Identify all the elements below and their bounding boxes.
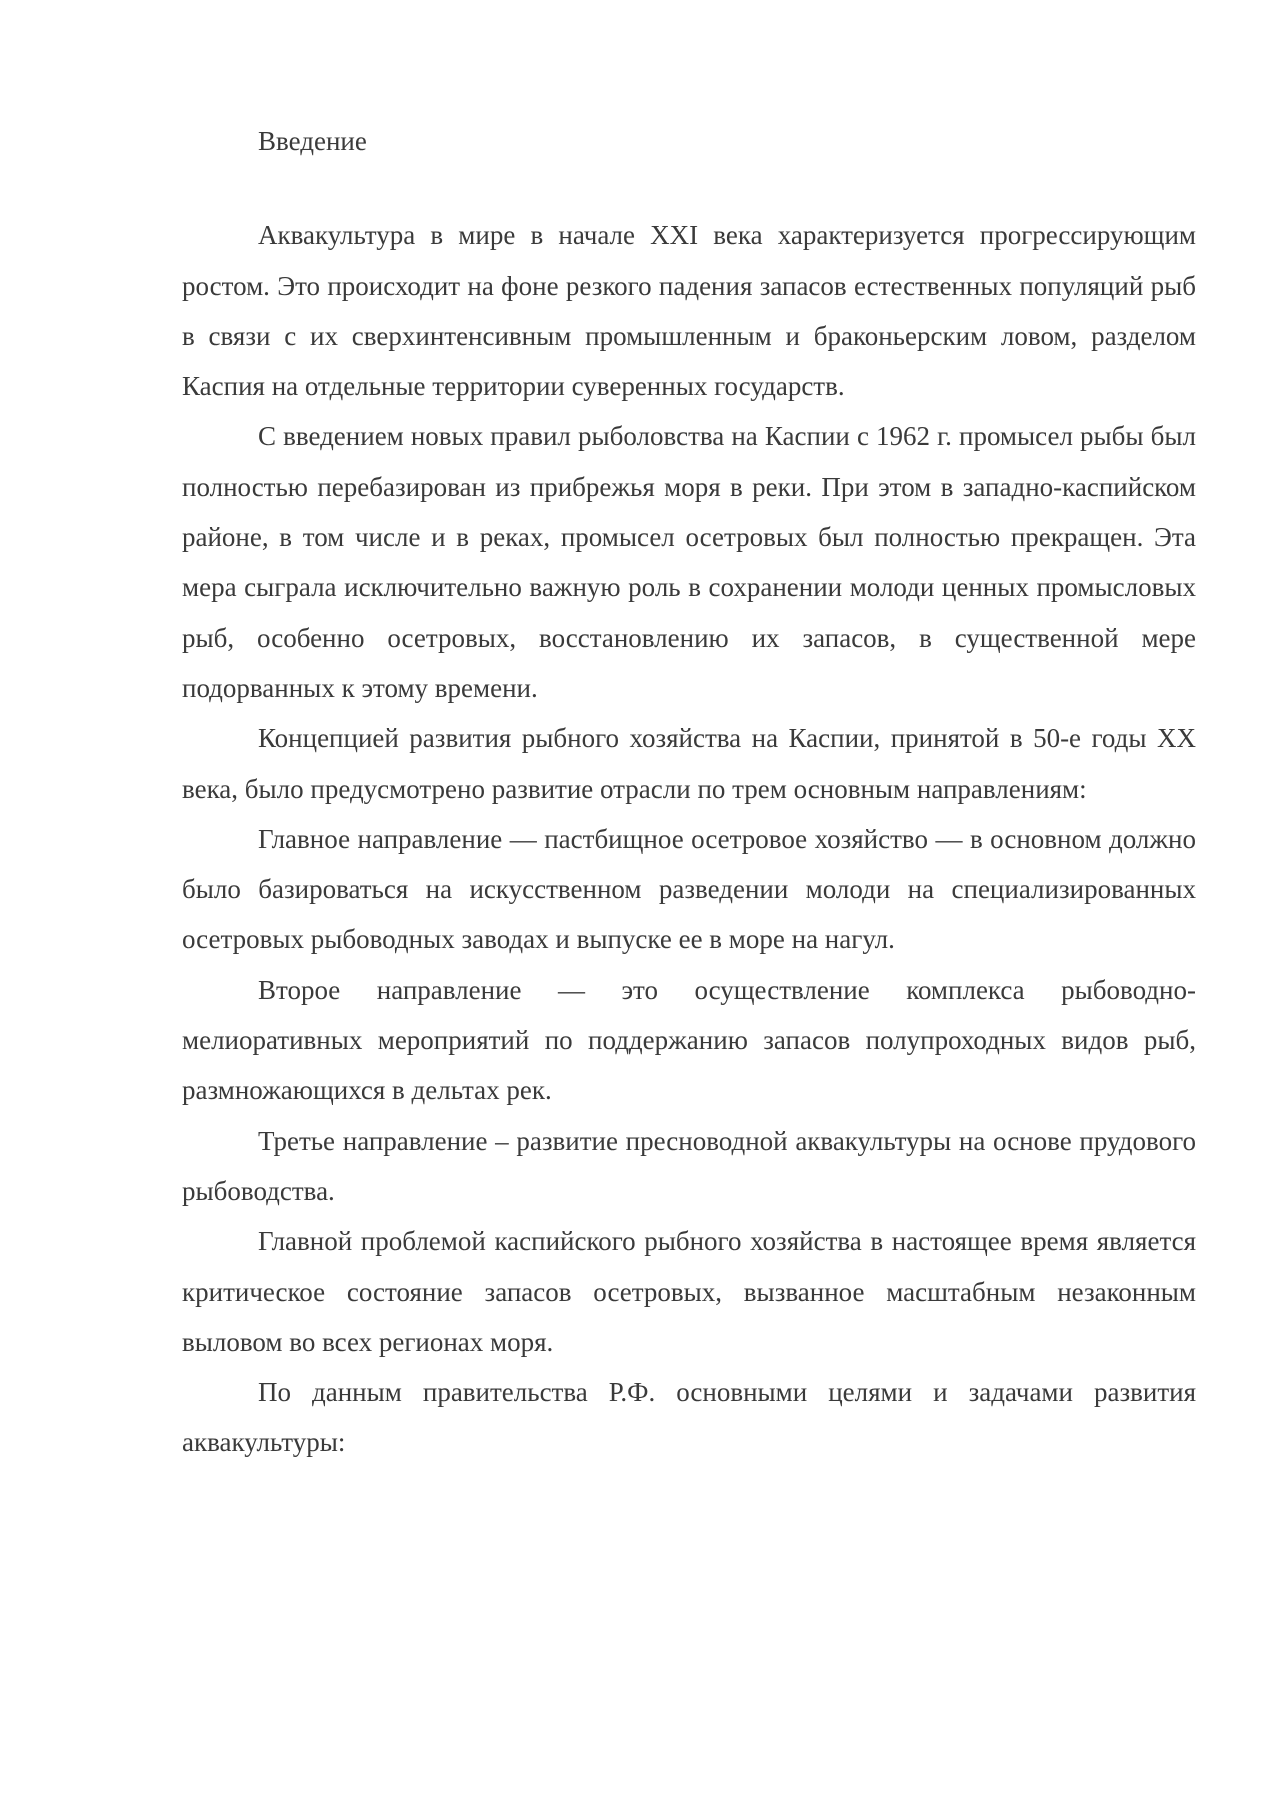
- document-body: [182, 116, 1196, 1468]
- paragraph-6: Третье направление – развитие пресноводной аквакультуры на основе прудового рыбоводства.: [182, 1125, 1196, 1206]
- paragraph-1: Аквакультура в мире в начале XXI века характеризуется прогрессирующим ростом. Это происходит на фоне резкого падения запасов естественных популяций рыб в связи с их сверхинтенсивным промышленным и браконьерским ловом, разделом Каспия на отдельные территории суверенных государств.: [182, 220, 1196, 402]
- paragraph-8: По данным правительства Р.Ф. основными целями и задачами развития аквакультуры:: [182, 1377, 1196, 1458]
- paragraph-2: С введением новых правил рыболовства на Каспии с 1962 г. промысел рыбы был полностью перебазирован из прибрежья моря в реки. При этом в западно-каспийском районе, в том числе и в реках, промысел осетровых был полностью прекращен. Эта мера сыграла исключительно важную роль в сохранении молоди ценных промысловых рыб, особенно осетровых, восстановлению их запасов, в существенной мере подорванных к этому времени.: [182, 421, 1196, 703]
- section-heading: Введение: [258, 126, 367, 156]
- paragraph-4: Главное направление — пастбищное осетровое хозяйство — в основном должно было базироваться на искусственном разведении молоди на специализированных осетровых рыбоводных заводах и выпуске ее в море на нагул.: [182, 823, 1196, 955]
- paragraph-3: Концепцией развития рыбного хозяйства на Каспии, принятой в 50-е годы XX века, было предусмотрено развитие отрасли по трем основным направлениям:: [182, 723, 1196, 804]
- paragraph-7: Главной проблемой каспийского рыбного хозяйства в настоящее время является критическое состояние запасов осетровых, вызванное масштабным незаконным выловом во всех регионах моря.: [182, 1226, 1196, 1357]
- paragraph-5: Второе направление — это осуществление комплекса рыбоводно-мелиоративных мероприятий по поддержанию запасов полупроходных видов рыб, размножающихся в дельтах рек.: [182, 974, 1196, 1106]
- heading-spacer: [182, 166, 1196, 210]
